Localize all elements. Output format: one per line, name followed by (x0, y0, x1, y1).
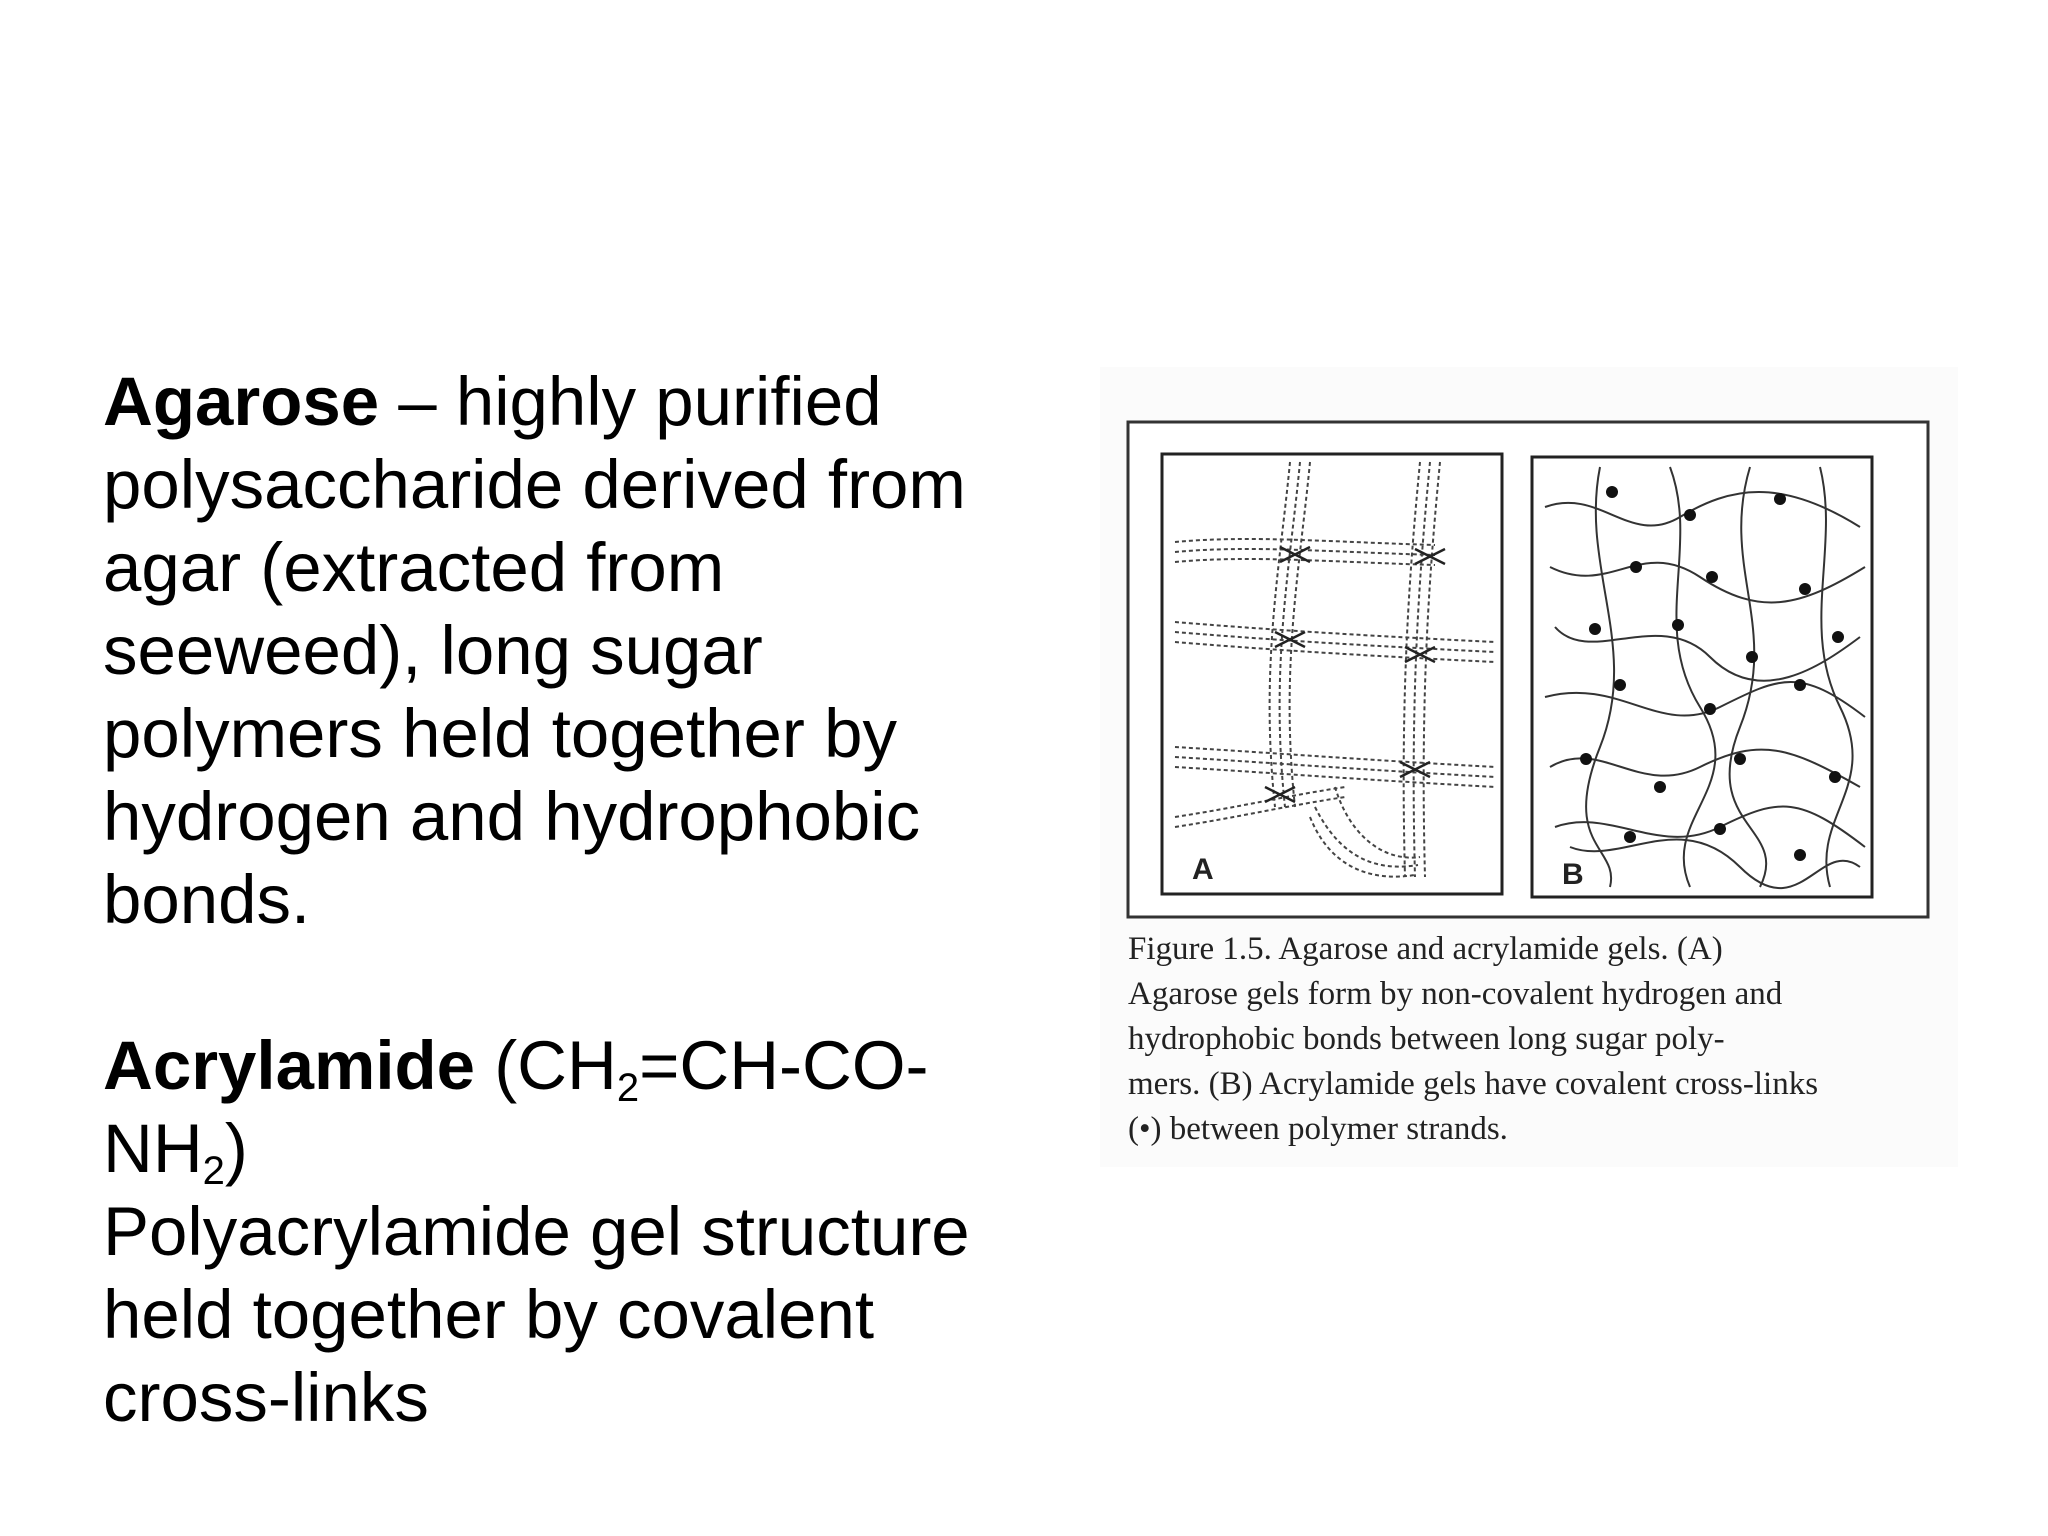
acrylamide-term: Acrylamide (103, 1027, 476, 1104)
gel-figure (1100, 367, 1958, 1167)
agarose-panel-border (1162, 454, 1502, 894)
caption-line: Figure 1.5. Agarose and acrylamide gels. (A) (1128, 931, 1723, 967)
gel-structure-illustration (1100, 367, 1958, 927)
agarose-paragraph (103, 360, 1003, 941)
caption-line: hydrophobic bonds between long sugar poly- (1128, 1021, 1725, 1057)
slide-text (103, 360, 1003, 1439)
acrylamide-formula-mid: =CH-CO- (639, 1027, 929, 1104)
acrylamide-formula-close: ) (224, 1110, 248, 1187)
caption-line: Agarose gels form by non-covalent hydrogen and (1128, 976, 1783, 1012)
acrylamide-panel-border (1532, 457, 1872, 897)
acrylamide-panel-label: B (1562, 858, 1584, 891)
caption-line: mers. (B) Acrylamide gels have covalent cross-links (1128, 1066, 1819, 1102)
agarose-description: – highly purified polysaccharide derived from agar (extracted from seeweed), long sugar polymers held together by hydrogen and hydrophobic bonds. (103, 363, 966, 938)
agarose-panel (1162, 454, 1502, 894)
acrylamide-formula-nh: NH (103, 1110, 203, 1187)
acrylamide-formula-open: (CH (475, 1027, 617, 1104)
acrylamide-formula-sub2: 2 (202, 1149, 225, 1193)
agarose-panel-label: A (1192, 853, 1214, 886)
paragraph-gap (103, 941, 1003, 1024)
acrylamide-panel (1532, 457, 1872, 897)
acrylamide-description: Polyacrylamide gel structure held together by covalent cross-links (103, 1193, 970, 1436)
figure-caption (1128, 927, 1928, 1152)
acrylamide-paragraph (103, 1024, 1003, 1193)
acrylamide-formula-sub1: 2 (616, 1066, 640, 1110)
caption-line: (•) between polymer strands. (1128, 1111, 1508, 1147)
agarose-term: Agarose (103, 363, 380, 440)
